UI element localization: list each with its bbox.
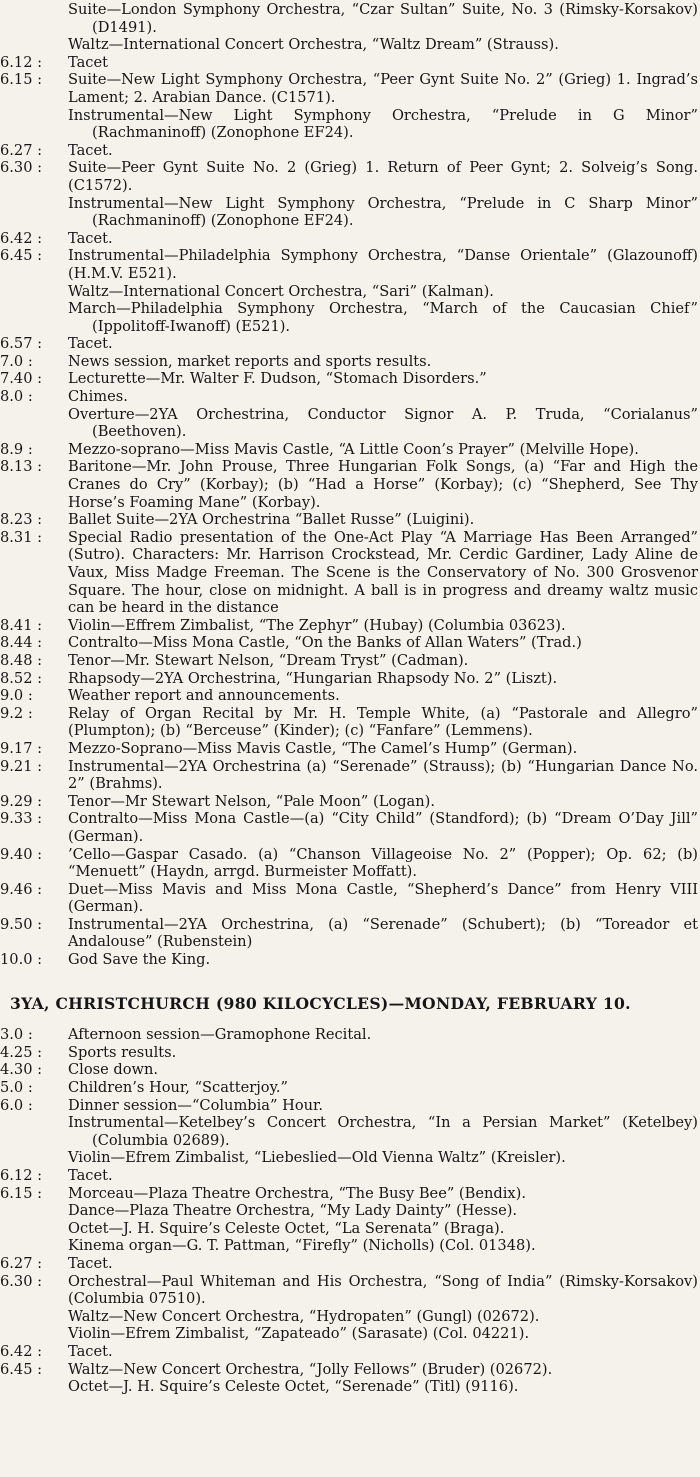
programme-entry	[0, 1061, 698, 1079]
entry-time: 3.0 :	[0, 1026, 33, 1044]
entry-text: Sports results.	[68, 1043, 177, 1061]
programme-entry	[0, 1237, 698, 1255]
programme-entry	[0, 1044, 698, 1062]
programme-entry	[0, 159, 698, 194]
entry-time: 6.42 :	[0, 229, 43, 247]
entry-time: 5.0 :	[0, 1079, 33, 1097]
entry-text: Suite—New Light Symphony Orchestra, “Peer Gynt Suite No. 2” (Grieg) 1. Ingrad’s Lament; 2. Arabian Dance. (C1571).	[68, 71, 698, 106]
programme-entry	[0, 1361, 698, 1379]
entry-time: 6.30 :	[0, 1272, 43, 1290]
programme-entry	[0, 1255, 698, 1273]
programme-entry	[0, 1149, 698, 1167]
entry-time: 8.31 :	[0, 528, 43, 546]
programme-entry	[0, 670, 698, 688]
entry-text: Violin—Effrem Zimbalist, “The Zephyr” (Hubay) (Columbia 03623).	[68, 616, 566, 634]
entry-time: 9.17 :	[0, 739, 43, 757]
wellington-programme-list	[0, 1, 698, 969]
entry-text: Instrumental—New Light Symphony Orchestra, “Prelude in G Minor” (Rachmaninoff) (Zonophone EF24).	[68, 106, 698, 142]
programme-entry	[0, 458, 698, 511]
entry-time: 8.0 :	[0, 388, 33, 406]
entry-text: Orchestral—Paul Whiteman and His Orchestra, “Song of India” (Rimsky-Korsakov) (Columbia 07510).	[68, 1272, 698, 1308]
entry-text: Tenor—Mr. Stewart Nelson, “Dream Tryst” (Cadman).	[68, 651, 469, 669]
entry-time: 4.25 :	[0, 1043, 43, 1061]
entry-time: 10.0 :	[0, 951, 43, 969]
entry-text: March—Philadelphia Symphony Orchestra, “March of the Caucasian Chief” (Ippolitoff-Iwanoff) (E521).	[68, 300, 698, 335]
entry-text: Contralto—Miss Mona Castle, “On the Banks of Allan Waters” (Trad.)	[68, 634, 582, 652]
programme-entry	[0, 388, 698, 406]
entry-time: 9.2 :	[0, 704, 33, 722]
programme-entry	[0, 1202, 698, 1220]
programme-page	[0, 1, 698, 1396]
programme-entry	[0, 247, 698, 282]
entry-text: News session, market reports and sports results.	[68, 352, 432, 370]
programme-entry	[0, 353, 698, 371]
programme-entry	[0, 617, 698, 635]
entry-text: Instrumental—Philadelphia Symphony Orchestra, “Danse Orientale” (Glazounoff) (H.M.V. E521).	[68, 247, 698, 282]
entry-time: 6.27 :	[0, 1254, 43, 1272]
programme-entry	[0, 1079, 698, 1097]
entry-time: 6.12 :	[0, 1167, 43, 1184]
programme-entry	[0, 1308, 698, 1326]
entry-time: 8.52 :	[0, 669, 43, 687]
entry-time: 4.30 :	[0, 1061, 43, 1079]
entry-time: 9.0 :	[0, 687, 33, 705]
entry-text: Special Radio presentation of the One-Act Play “A Marriage Has Been Arranged” (Sutro). Characters: Mr. Harrison Crockstead, Mr. Cerdic Gardiner, Lady Aline de Vaux, Miss Madge Freeman. The Scene is the Conservatory of No. 300 Grosvenor Square. The hour, close on midnight. A ball is in progress and dreamy waltz music can be heard in the distance	[68, 528, 698, 617]
entry-text: Octet—J. H. Squire’s Celeste Octet, “La Serenata” (Braga).	[68, 1219, 505, 1237]
entry-time: 9.21 :	[0, 757, 43, 775]
entry-text: Tacet.	[68, 335, 113, 353]
entry-text: Waltz—International Concert Orchestra, “Waltz Dream” (Strauss).	[68, 36, 559, 54]
entry-time: 8.48 :	[0, 651, 43, 669]
entry-text: Overture—2YA Orchestrina, Conductor Signor A. P. Truda, “Corialanus” (Beethoven).	[68, 405, 698, 441]
entry-time: 9.46 :	[0, 880, 43, 898]
entry-text: Suite—London Symphony Orchestra, “Czar Sultan” Suite, No. 3 (Rimsky-Korsakov) (D1491).	[68, 1, 698, 36]
programme-entry	[0, 370, 698, 388]
entry-time: 8.23 :	[0, 511, 43, 529]
entry-text: ’Cello—Gaspar Casado. (a) “Chanson Villageoise No. 2” (Popper); Op. 62; (b) “Menuett” (Haydn, arrgd. Burmeister Moffatt).	[68, 845, 698, 881]
entry-time: 6.45 :	[0, 1360, 43, 1378]
entry-time: 6.27 :	[0, 141, 43, 159]
programme-entry	[0, 758, 698, 793]
entry-time: 9.33 :	[0, 810, 43, 828]
entry-text: Tacet.	[68, 229, 113, 247]
entry-text: Mezzo-Soprano—Miss Mavis Castle, “The Camel’s Hump” (German).	[68, 739, 578, 757]
programme-entry	[0, 810, 698, 845]
entry-time: 6.57 :	[0, 335, 43, 353]
programme-entry	[0, 881, 698, 916]
programme-entry	[0, 1185, 698, 1203]
entry-text: Mezzo-soprano—Miss Mavis Castle, “A Little Coon’s Prayer” (Melville Hope).	[68, 440, 639, 458]
programme-entry	[0, 107, 698, 142]
programme-entry	[0, 511, 698, 529]
programme-entry	[0, 406, 698, 441]
programme-entry	[0, 335, 698, 353]
entry-text: Rhapsody—2YA Orchestrina, “Hungarian Rhapsody No. 2” (Liszt).	[68, 669, 558, 687]
entry-time: 9.50 :	[0, 915, 43, 933]
entry-text: Ballet Suite—2YA Orchestrina “Ballet Russe” (Luigini).	[68, 511, 475, 529]
entry-text: Kinema organ—G. T. Pattman, “Firefly” (Nicholls) (Col. 01348).	[68, 1237, 536, 1255]
entry-text: Violin—Efrem Zimbalist, “Liebeslied—Old Vienna Waltz” (Kreisler).	[68, 1149, 566, 1167]
entry-text: Close down.	[68, 1061, 159, 1079]
programme-entry	[0, 951, 698, 969]
entry-text: Waltz—International Concert Orchestra, “Sari” (Kalman).	[68, 282, 494, 300]
christchurch-programme-list	[0, 1026, 698, 1395]
entry-time: 9.29 :	[0, 792, 43, 810]
entry-text: Violin—Efrem Zimbalist, “Zapateado” (Sarasate) (Col. 04221).	[68, 1325, 530, 1343]
entry-time: 6.0 :	[0, 1096, 33, 1114]
programme-entry	[0, 1343, 698, 1361]
entry-time: 6.15 :	[0, 1184, 43, 1202]
entry-text: Duet—Miss Mavis and Miss Mona Castle, “Shepherd’s Dance” from Henry VIII (German).	[68, 880, 698, 916]
entry-text: Chimes.	[68, 388, 128, 406]
entry-text: Dinner session—“Columbia” Hour.	[68, 1096, 324, 1114]
programme-entry	[0, 54, 698, 72]
programme-entry	[0, 1220, 698, 1238]
programme-entry	[0, 916, 698, 951]
entry-text: Octet—J. H. Squire’s Celeste Octet, “Serenade” (Titl) (9116).	[68, 1378, 519, 1396]
entry-time: 7.0 :	[0, 352, 33, 370]
programme-entry	[0, 142, 698, 160]
programme-entry	[0, 687, 698, 705]
entry-time: 6.42 :	[0, 1342, 43, 1360]
entry-text: Instrumental—New Light Symphony Orchestra, “Prelude in C Sharp Minor” (Rachmaninoff) (Zonophone EF24).	[68, 194, 698, 230]
entry-text: Tacet.	[68, 1342, 113, 1360]
programme-entry	[0, 1325, 698, 1343]
entry-time: 8.44 :	[0, 634, 43, 652]
entry-text: Children’s Hour, “Scatterjoy.”	[68, 1079, 288, 1097]
christchurch-heading: 3YA, CHRISTCHURCH (980 KILOCYCLES)—MONDAY, FEBRUARY 10.	[10, 993, 631, 1013]
entry-text: Instrumental—Ketelbey’s Concert Orchestra, “In a Persian Market” (Ketelbey) (Columbia 02689).	[68, 1114, 698, 1149]
entry-text: Weather report and announcements.	[68, 687, 340, 705]
entry-text: Baritone—Mr. John Prouse, Three Hungarian Folk Songs, (a) “Far and High the Cranes do Cry” (Korbay); (b) “Had a Horse” (Korbay); (c) “Shepherd, See Thy Horse’s Foaming Mane” (Korbay).	[68, 458, 698, 511]
entry-time: 6.30 :	[0, 159, 43, 177]
programme-entry	[0, 1378, 698, 1396]
entry-time: 6.12 :	[0, 53, 43, 71]
entry-time: 8.13 :	[0, 458, 43, 476]
programme-entry	[0, 1, 698, 36]
programme-entry	[0, 652, 698, 670]
programme-entry	[0, 529, 698, 617]
entry-text: Afternoon session—Gramophone Recital.	[68, 1026, 372, 1044]
programme-entry	[0, 793, 698, 811]
programme-entry	[0, 441, 698, 459]
entry-text: Tacet	[68, 53, 108, 71]
entry-text: God Save the King.	[68, 951, 211, 969]
programme-entry	[0, 71, 698, 106]
entry-text: Waltz—New Concert Orchestra, “Hydropaten” (Gungl) (02672).	[68, 1307, 540, 1325]
entry-text: Tacet.	[68, 141, 113, 159]
programme-entry	[0, 634, 698, 652]
entry-text: Tenor—Mr Stewart Nelson, “Pale Moon” (Logan).	[68, 792, 435, 810]
entry-time: 8.9 :	[0, 440, 33, 458]
entry-text: Contralto—Miss Mona Castle—(a) “City Child” (Standford); (b) “Dream O’Day Jill” (German).	[68, 810, 698, 845]
programme-entry	[0, 846, 698, 881]
entry-text: Tacet.	[68, 1167, 113, 1184]
programme-entry	[0, 283, 698, 301]
entry-time: 9.40 :	[0, 845, 43, 863]
programme-entry	[0, 36, 698, 54]
programme-entry	[0, 195, 698, 230]
entry-text: Suite—Peer Gynt Suite No. 2 (Grieg) 1. Return of Peer Gynt; 2. Solveig’s Song. (C1572).	[68, 159, 698, 194]
entry-text: Tacet.	[68, 1254, 113, 1272]
entry-time: 8.41 :	[0, 616, 43, 634]
programme-entry	[0, 1026, 698, 1044]
entry-text: Dance—Plaza Theatre Orchestra, “My Lady Dainty” (Hesse).	[68, 1202, 518, 1220]
entry-text: Instrumental—2YA Orchestrina, (a) “Serenade” (Schubert); (b) “Toreador et Andalouse” (Rubenstein)	[68, 915, 698, 951]
entry-text: Instrumental—2YA Orchestrina (a) “Serenade” (Strauss); (b) “Hungarian Dance No. 2” (Brahms).	[68, 757, 698, 793]
entry-time: 6.45 :	[0, 247, 43, 265]
entry-time: 6.15 :	[0, 71, 43, 89]
programme-entry	[0, 705, 698, 740]
programme-entry	[0, 300, 698, 335]
entry-text: Waltz—New Concert Orchestra, “Jolly Fellows” (Bruder) (02672).	[68, 1360, 553, 1378]
programme-entry	[0, 1097, 698, 1115]
entry-text: Morceau—Plaza Theatre Orchestra, “The Busy Bee” (Bendix).	[68, 1184, 526, 1202]
programme-entry	[0, 230, 698, 248]
programme-entry	[0, 1167, 698, 1185]
entry-text: Lecturette—Mr. Walter F. Dudson, “Stomach Disorders.”	[68, 370, 487, 388]
programme-entry	[0, 740, 698, 758]
programme-entry	[0, 1114, 698, 1149]
programme-entry	[0, 1273, 698, 1308]
entry-time: 7.40 :	[0, 370, 43, 388]
entry-text: Relay of Organ Recital by Mr. H. Temple White, (a) “Pastorale and Allegro” (Plumpton); (b) “Berceuse” (Kinder); (c) “Fanfare” (Lemmens).	[68, 704, 698, 740]
